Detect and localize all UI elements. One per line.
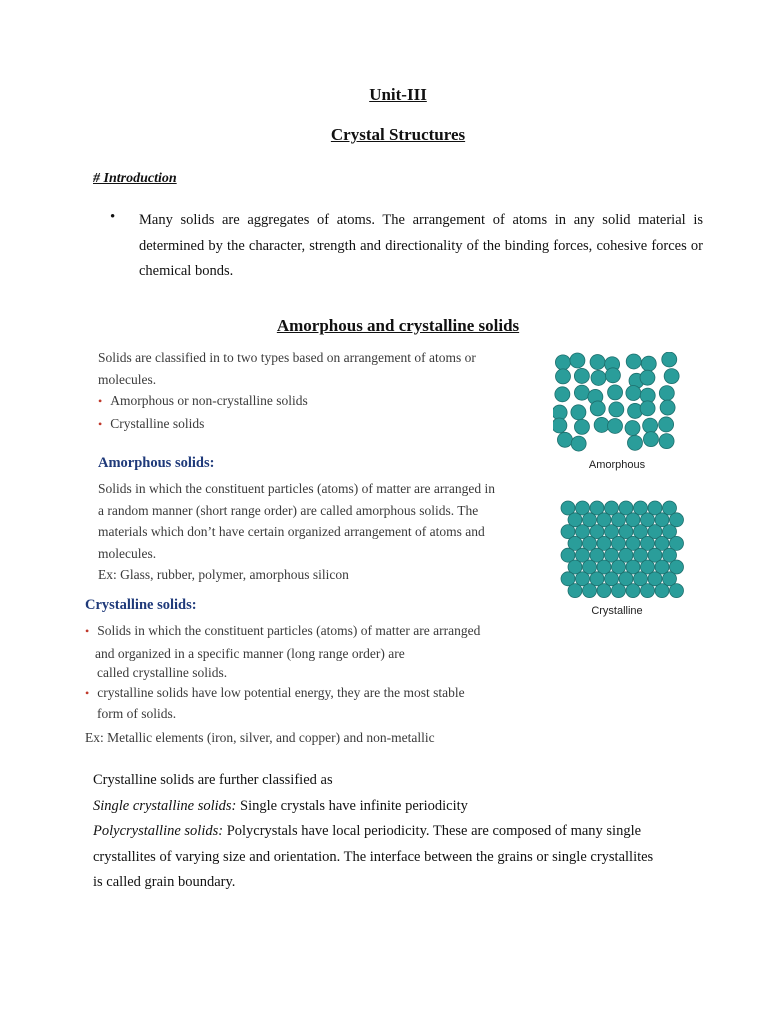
atom-icon	[640, 401, 655, 416]
single-crystal-line	[93, 794, 713, 820]
atom-icon	[643, 432, 658, 447]
atom-icon	[659, 417, 674, 432]
atom-icon	[670, 584, 684, 598]
polycrystal-text-1: Polycrystals have local periodicity. These are composed of many single	[226, 823, 642, 839]
atom-icon	[641, 356, 656, 371]
atom-icon	[659, 386, 674, 401]
polycrystal-line	[93, 819, 713, 845]
amorphous-atoms-diagram	[553, 352, 681, 452]
atom-icon	[555, 355, 570, 370]
section-heading: Amorphous and crystalline solids	[276, 316, 520, 335]
atom-icon	[574, 419, 589, 434]
polycrystal-label: Polycrystalline solids:	[93, 823, 224, 839]
chapter-title: Crystal Structures	[330, 125, 466, 144]
atom-icon	[574, 368, 589, 383]
crystalline-bullet-1-line-3: called crystalline solids.	[97, 665, 228, 680]
atom-icon	[590, 355, 605, 370]
crystalline-example: Ex: Metallic elements (iron, silver, and copper) and non-metallic	[85, 729, 435, 745]
atom-icon	[571, 436, 586, 451]
polycrystal-text-2: crystallites of varying size and orientation. The interface between the grains or single crystallites	[93, 848, 654, 865]
atom-icon	[609, 402, 624, 417]
crystalline-bullet-2-line-1: crystalline solids have low potential energy, they are the most stable	[97, 685, 465, 700]
atom-icon	[641, 584, 655, 598]
amorphous-line: materials which don’t have certain organized arrangement of atoms and	[98, 524, 485, 539]
polycrystal-text-3: is called grain boundary.	[93, 874, 236, 890]
further-line: Crystalline solids are further classified as	[93, 772, 333, 788]
bullet-icon: •	[85, 686, 90, 700]
atom-icon	[571, 405, 586, 420]
amorphous-caption: Amorphous	[588, 459, 646, 471]
atom-icon	[570, 353, 585, 368]
single-crystal-label: Single crystalline solids:	[93, 797, 237, 814]
introduction-paragraph: Many solids are aggregates of atoms. The arrangement of atoms in any solid material is determined by the character, strength and directionality of the binding forces, cohesive forces or chemical bonds.	[139, 212, 703, 279]
atom-icon	[662, 352, 677, 367]
atom-icon	[640, 370, 655, 385]
classification-block	[98, 347, 528, 435]
atom-icon	[626, 584, 640, 598]
crystalline-caption: Crystalline	[591, 605, 643, 617]
classify-line-1: Solids are classified in to two types based on arrangement of atoms or	[98, 350, 476, 365]
amorphous-heading: Amorphous solids:	[98, 455, 215, 471]
atom-icon	[612, 584, 626, 598]
atom-icon	[594, 417, 609, 432]
amorphous-line: a random manner (short range order) are called amorphous solids. The	[98, 502, 479, 518]
atom-icon	[627, 435, 642, 450]
atom-icon	[553, 418, 567, 433]
bullet-icon: •	[110, 209, 116, 225]
atom-icon	[643, 418, 658, 433]
bullet-icon: •	[98, 416, 103, 431]
bullet-crystalline: Crystalline solids	[110, 415, 205, 431]
atom-icon	[574, 385, 589, 400]
atom-icon	[583, 584, 597, 598]
atom-icon	[605, 368, 620, 383]
atom-icon	[655, 584, 669, 598]
atom-icon	[664, 369, 679, 384]
crystalline-atoms-diagram	[560, 500, 684, 598]
atom-icon	[608, 418, 623, 433]
atom-icon	[568, 584, 582, 598]
crystalline-bullet-1-line-2: and organized in a specific manner (long range order) are	[95, 645, 405, 661]
atom-icon	[555, 369, 570, 384]
amorphous-line: molecules.	[98, 545, 157, 561]
list-item	[98, 390, 528, 413]
atom-icon	[660, 400, 675, 415]
atom-icon	[659, 434, 674, 449]
amorphous-definition	[98, 478, 528, 586]
single-crystal-text: Single crystals have infinite periodicity	[240, 797, 468, 814]
crystalline-definition	[85, 620, 535, 748]
bullet-icon: •	[85, 624, 90, 638]
classify-line-2: molecules.	[98, 371, 157, 387]
list-item	[85, 620, 535, 643]
unit-title: Unit-III	[369, 85, 427, 104]
atom-icon	[590, 401, 605, 416]
atom-icon	[597, 584, 611, 598]
crystalline-bullet-2-line-2: form of solids.	[97, 705, 177, 721]
list-item	[85, 682, 535, 705]
crystalline-bullet-1-line-1: Solids in which the constituent particles (atoms) of matter are arranged	[97, 623, 481, 638]
list-item	[98, 413, 528, 436]
atom-icon	[626, 354, 641, 369]
amorphous-example: Ex: Glass, rubber, polymer, amorphous silicon	[98, 567, 349, 582]
atom-icon	[608, 385, 623, 400]
amorphous-line: Solids in which the constituent particles (atoms) of matter are arranged in	[98, 481, 496, 496]
bullet-icon: •	[98, 394, 103, 408]
atom-icon	[626, 385, 641, 400]
crystalline-heading: Crystalline solids:	[85, 597, 197, 613]
classification-paragraph	[93, 768, 713, 896]
atom-icon	[555, 387, 570, 402]
atom-icon	[557, 432, 572, 447]
atom-icon	[591, 370, 606, 385]
bullet-amorphous: Amorphous or non-crystalline solids	[110, 393, 308, 408]
introduction-heading: # Introduction	[93, 171, 177, 186]
atom-icon	[625, 421, 640, 436]
